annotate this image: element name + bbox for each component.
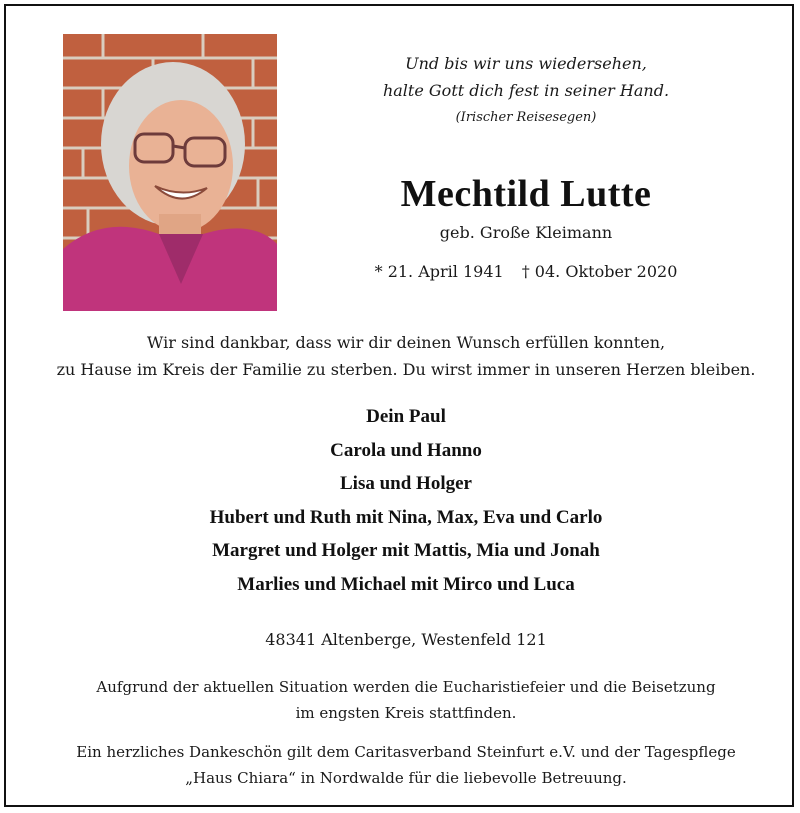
family-member: Carola und Hanno (330, 439, 482, 461)
death-date: † 04. Oktober 2020 (521, 262, 678, 281)
quote-line-2: halte Gott dich fest in seiner Hand. (382, 81, 670, 100)
family-member: Hubert und Ruth mit Nina, Max, Eva und Carlo (209, 506, 603, 528)
obituary-frame (4, 4, 794, 807)
message-line-2: zu Hause im Kreis der Familie zu sterben. Du wirst immer in unseren Herzen bleiben. (56, 360, 756, 379)
thanks-line-2: „Haus Chiara“ in Nordwalde für die liebevolle Betreuung. (185, 769, 627, 787)
family-member: Lisa und Holger (340, 473, 472, 495)
thanks-note (46, 739, 766, 791)
portrait-photo (63, 34, 277, 311)
thanks-line-1: Ein herzliches Dankeschön gilt dem Caritasverband Steinfurt e.V. und der Tagespflege (76, 743, 736, 761)
quote-block (366, 50, 686, 132)
deceased-name: Mechtild Lutte (400, 173, 652, 215)
funeral-notice (46, 674, 766, 726)
family-member: Dein Paul (366, 406, 446, 427)
family-member: Marlies und Michael mit Mirco und Luca (237, 573, 575, 595)
message-line-1: Wir sind dankbar, dass wir dir deinen Wunsch erfüllen konnten, (146, 333, 666, 352)
quote-source: (Irischer Reisesegen) (455, 110, 597, 125)
quote-line-1: Und bis wir uns wiedersehen, (405, 54, 647, 73)
notice-line-1: Aufgrund der aktuellen Situation werden die Eucharistiefeier und die Beisetzung (96, 678, 716, 696)
family-member: Margret und Holger mit Mattis, Mia und Jonah (212, 540, 600, 562)
birth-date: * 21. April 1941 (374, 262, 504, 281)
family-address: 48341 Altenberge, Westenfeld 121 (265, 630, 547, 649)
family-list (26, 400, 786, 602)
life-dates (336, 262, 716, 281)
farewell-message (26, 329, 786, 383)
notice-line-2: im engsten Kreis stattfinden. (295, 704, 517, 722)
birth-name: geb. Große Kleimann (439, 223, 613, 242)
